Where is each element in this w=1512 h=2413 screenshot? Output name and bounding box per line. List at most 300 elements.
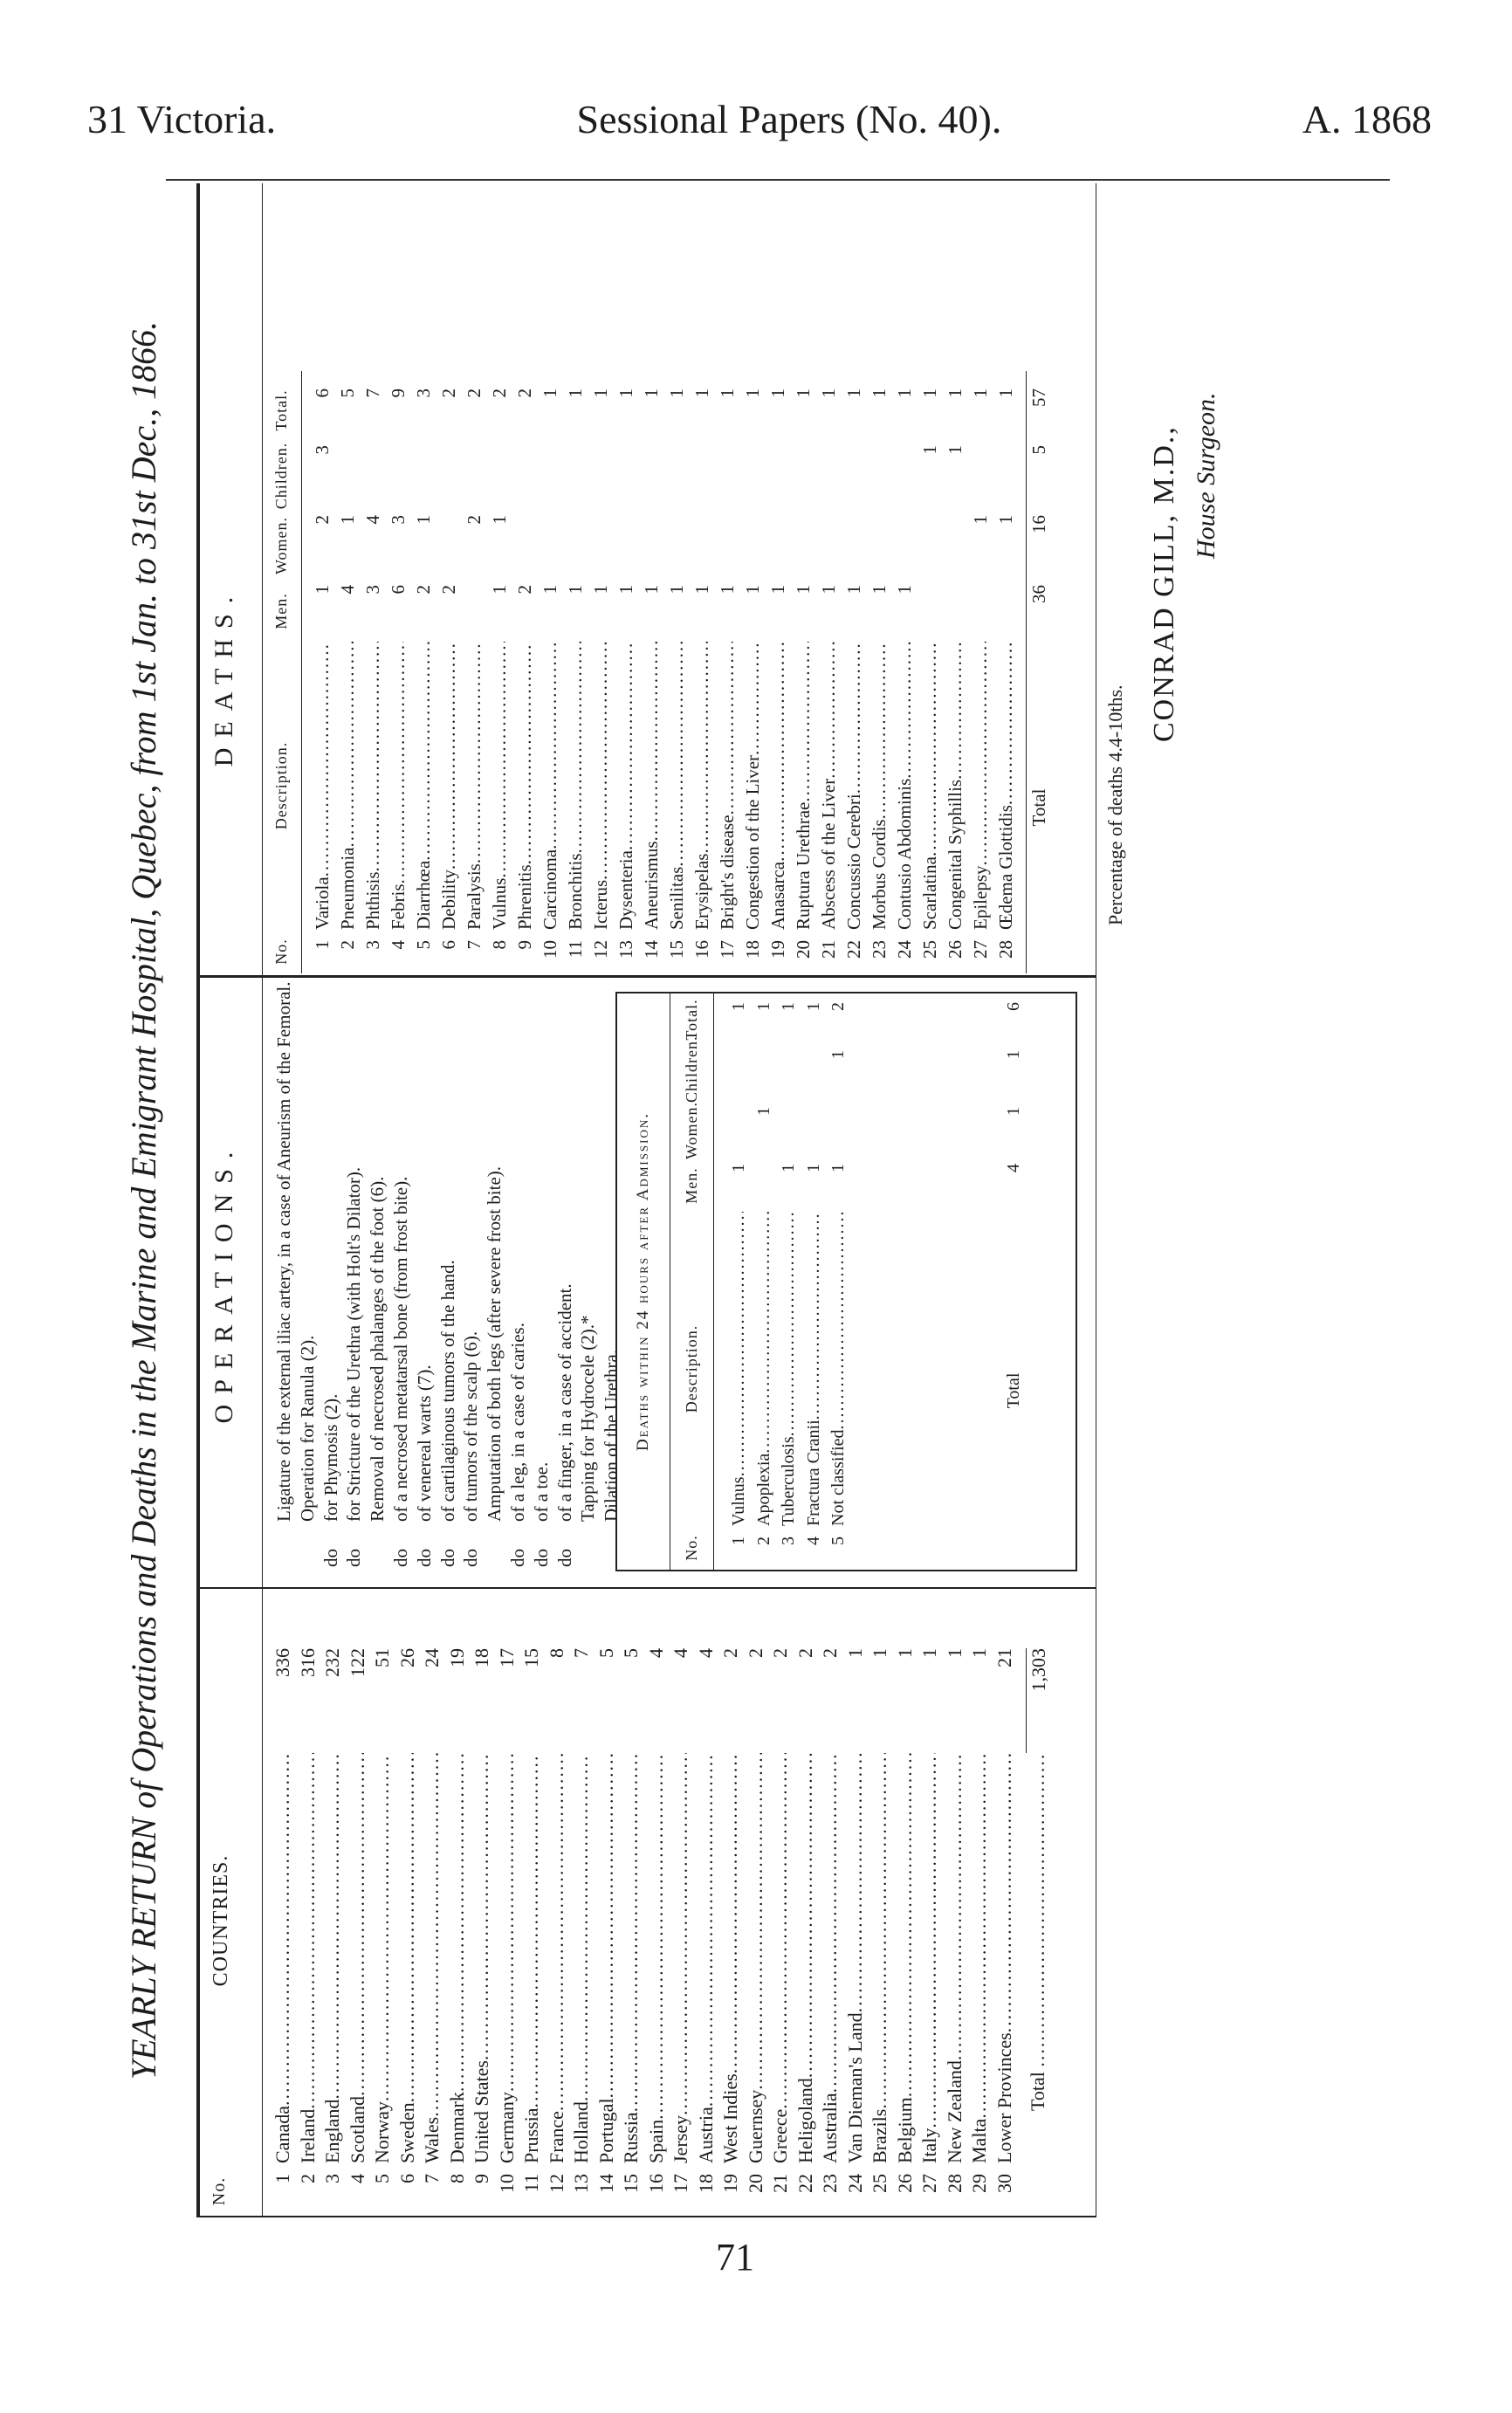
leader-dots <box>742 642 763 755</box>
death-women: 2 <box>312 515 333 525</box>
death-desc-cell <box>842 642 867 930</box>
country-no: 24 <box>843 2174 866 2193</box>
country-name: Lower Provinces <box>993 2032 1015 2163</box>
country-count: 232 <box>321 1648 343 1677</box>
country-no: 29 <box>968 2174 990 2193</box>
country-count: 316 <box>296 1648 319 1677</box>
death-women <box>816 515 842 585</box>
death-desc-cell <box>436 642 462 930</box>
death-women: 1 <box>489 515 510 525</box>
leader-dots <box>371 1753 393 2101</box>
death-total: 1 <box>869 388 890 398</box>
deaths24-desc-cell <box>826 1212 851 1526</box>
death-no: 5 <box>413 940 434 950</box>
deaths-col-desc: Description. <box>272 741 290 830</box>
countries-divider <box>196 1587 1096 1589</box>
death-women <box>436 515 462 585</box>
death-desc: Bronchitis <box>565 853 586 930</box>
country-no: 2 <box>296 2174 319 2183</box>
death-no: 8 <box>489 940 510 950</box>
operation-item <box>459 982 483 1567</box>
country-name-cell <box>744 1753 769 2163</box>
country-name: Holland <box>570 2101 592 2163</box>
deaths24-no: 2 <box>753 1536 773 1545</box>
deaths-col-men: Men. <box>272 593 290 629</box>
death-no: 11 <box>565 940 586 959</box>
death-women <box>538 515 563 585</box>
deaths24-box <box>615 992 1077 1571</box>
deaths-percentage: Percentage of deaths 4.4-10ths. <box>1104 684 1126 925</box>
death-desc: Debility <box>438 870 459 930</box>
country-name-cell <box>718 1753 744 2163</box>
death-no: 15 <box>666 940 687 959</box>
country-name-cell <box>669 1753 694 2163</box>
leader-dots <box>489 642 510 878</box>
deaths-header-rule <box>262 371 263 973</box>
death-children <box>664 445 690 515</box>
death-desc: Anasarca <box>767 861 788 930</box>
country-name: Brazils <box>869 2108 890 2163</box>
operation-item <box>436 982 460 1567</box>
death-row <box>715 371 740 973</box>
death-women <box>766 515 791 585</box>
death-no: 6 <box>438 940 459 950</box>
country-name: Jersey <box>670 2115 691 2163</box>
operation-text: Ligature of the external iliac artery, in a case of Aneurism of the Femoral. <box>273 981 294 1522</box>
death-women <box>588 515 614 585</box>
leader-dots <box>396 1753 418 2102</box>
country-no: 15 <box>620 2174 642 2193</box>
countries-total-row <box>1026 1593 1051 2217</box>
death-desc: Scarlatina <box>919 856 940 930</box>
country-name-cell <box>943 1753 968 2163</box>
death-row <box>842 371 867 973</box>
death-row <box>892 371 918 973</box>
operation-item <box>506 982 530 1567</box>
death-women <box>842 515 867 585</box>
death-women <box>715 515 740 585</box>
operation-item <box>530 982 553 1567</box>
country-name-cell <box>545 1753 570 2163</box>
death-total: 2 <box>514 388 535 398</box>
leader-dots <box>754 1212 773 1454</box>
country-row <box>644 1593 670 2217</box>
operation-text: for Stricture of the Urethra (with Holt's Dilator). <box>343 1166 365 1522</box>
death-desc-cell <box>462 642 487 930</box>
death-desc-cell <box>918 642 943 930</box>
death-row <box>968 371 993 973</box>
death-men: 1 <box>691 585 712 595</box>
leader-dots <box>944 1753 966 2060</box>
death-children <box>512 445 538 515</box>
death-total: 1 <box>666 388 687 398</box>
deaths24-total-children: 1 <box>1004 1050 1023 1059</box>
death-men: 4 <box>337 585 358 595</box>
country-row <box>519 1593 545 2217</box>
leader-dots <box>514 642 535 864</box>
leader-dots <box>729 1212 748 1476</box>
death-total: 1 <box>793 388 814 398</box>
death-men: 1 <box>767 585 788 595</box>
death-children <box>892 445 918 515</box>
death-total: 1 <box>945 388 966 398</box>
leader-dots <box>970 642 991 866</box>
death-children <box>538 445 563 515</box>
leader-dots <box>438 642 459 870</box>
operation-text: of tumors of the scalp (6). <box>460 1330 482 1522</box>
death-no: 13 <box>615 940 636 959</box>
operation-ditto: do <box>530 1549 552 1567</box>
country-row <box>495 1593 520 2217</box>
death-desc-cell <box>993 642 1019 930</box>
operation-text: Operation for Ranula (2). <box>296 1335 318 1522</box>
country-name-cell <box>893 1753 918 2163</box>
country-row <box>868 1593 893 2217</box>
leader-dots <box>388 642 409 884</box>
header-rule <box>166 179 1390 181</box>
death-no: 20 <box>793 940 814 959</box>
death-row <box>512 371 538 973</box>
page-number: 71 <box>716 2236 754 2279</box>
country-name-cell <box>296 1753 321 2163</box>
death-men: 2 <box>438 585 459 595</box>
death-children <box>766 445 791 515</box>
leader-dots <box>464 642 485 863</box>
leader-dots <box>421 1753 443 2117</box>
operation-text: for Phymosis (2). <box>320 1393 341 1522</box>
leader-dots <box>894 642 915 779</box>
country-count: 18 <box>471 1648 492 1667</box>
operation-item <box>366 982 389 1567</box>
country-count: 5 <box>594 1648 617 1658</box>
country-name: Prussia <box>520 2107 542 2163</box>
country-count: 4 <box>670 1648 691 1658</box>
country-name-cell <box>644 1753 670 2163</box>
leader-dots <box>446 1753 468 2092</box>
country-name-cell <box>818 1753 843 2163</box>
death-row <box>943 371 968 973</box>
country-row <box>569 1593 594 2217</box>
death-row <box>462 371 487 973</box>
deaths24-children <box>776 1050 801 1107</box>
death-desc: Erysipelas <box>691 853 712 930</box>
leader-dots <box>767 642 788 862</box>
death-children <box>690 445 715 515</box>
death-total: 1 <box>894 388 915 398</box>
death-no: 27 <box>970 940 991 959</box>
death-men: 1 <box>793 585 814 595</box>
death-no: 2 <box>337 940 358 950</box>
deaths24-children <box>752 1050 777 1107</box>
deaths24-children: 1 <box>828 1050 848 1059</box>
leader-dots <box>570 1753 592 2101</box>
deaths-total-row <box>1026 371 1052 973</box>
leader-dots <box>691 642 712 854</box>
country-no: 19 <box>719 2174 741 2193</box>
country-name: Canada <box>271 2106 293 2163</box>
deaths24-women <box>826 1107 851 1164</box>
country-row <box>993 1593 1018 2217</box>
death-women <box>690 515 715 585</box>
country-name: Australia <box>819 2093 841 2163</box>
operation-item <box>576 982 600 1567</box>
country-name-cell <box>993 1753 1018 2163</box>
death-children <box>842 445 867 515</box>
death-women <box>918 515 943 585</box>
death-row <box>335 371 361 973</box>
death-women <box>563 515 588 585</box>
death-total: 2 <box>489 388 510 398</box>
country-name-cell <box>868 1753 893 2163</box>
country-no: 22 <box>794 2174 816 2193</box>
leader-dots <box>804 1212 823 1420</box>
country-count: 4 <box>644 1648 667 1658</box>
country-count: 1 <box>943 1648 966 1658</box>
deaths24-desc-cell <box>801 1212 827 1526</box>
death-men: 1 <box>894 585 915 595</box>
deaths24-total: 1 <box>753 1002 773 1011</box>
operations-divider <box>196 975 1096 978</box>
operation-text: of a leg, in a case of caries. <box>506 1323 528 1522</box>
death-men: 1 <box>717 585 738 595</box>
death-desc-cell <box>791 642 816 930</box>
death-desc-cell <box>892 642 918 930</box>
header-left: 31 Victoria. <box>87 96 277 141</box>
death-men: 1 <box>666 585 687 595</box>
deaths24-total-women: 1 <box>1004 1107 1023 1116</box>
death-desc: Phthisis <box>362 871 383 930</box>
death-children <box>462 445 487 515</box>
death-row <box>436 371 462 973</box>
death-children <box>968 445 993 515</box>
country-row <box>395 1593 421 2217</box>
deaths24-children <box>801 1050 827 1107</box>
country-count: 2 <box>744 1648 766 1658</box>
operation-item <box>483 982 506 1567</box>
death-men: 1 <box>590 585 611 595</box>
death-no: 25 <box>919 940 940 959</box>
country-count: 7 <box>570 1648 592 1658</box>
country-name-cell <box>445 1753 471 2163</box>
leader-dots <box>819 1753 841 2093</box>
leader-dots <box>337 642 358 848</box>
deaths24-women <box>776 1107 801 1164</box>
country-count: 19 <box>445 1648 468 1667</box>
death-desc-cell <box>639 642 664 930</box>
signature-name: CONRAD GILL, M.D., <box>1148 425 1180 742</box>
operation-ditto: do <box>413 1549 435 1567</box>
country-name: Belgium <box>893 2097 916 2163</box>
death-desc: Febris <box>388 883 409 930</box>
death-no: 18 <box>742 940 763 959</box>
country-row <box>545 1593 570 2217</box>
country-row <box>296 1593 321 2217</box>
death-no: 26 <box>945 940 966 959</box>
country-name: Van Dieman's Land <box>843 2012 866 2163</box>
death-men: 2 <box>413 585 434 595</box>
death-no: 28 <box>995 940 1016 959</box>
leader-dots <box>719 1753 741 2073</box>
country-no: 26 <box>893 2174 916 2193</box>
country-name-cell <box>843 1753 869 2163</box>
deaths24-men: 1 <box>779 1164 798 1172</box>
deaths24-total-total: 6 <box>1004 1002 1023 1011</box>
death-children <box>588 445 614 515</box>
deaths24-total-label: Total <box>1004 1372 1023 1409</box>
country-no: 13 <box>570 2174 592 2193</box>
death-row <box>918 371 943 973</box>
leader-dots <box>413 642 434 861</box>
country-name: United States <box>471 2060 492 2163</box>
country-row <box>967 1593 993 2217</box>
death-desc: Icterus <box>590 879 611 930</box>
country-name-cell <box>470 1753 495 2163</box>
death-no: 12 <box>590 940 611 959</box>
deaths24-row <box>776 993 801 1570</box>
death-desc: Pneumonia <box>337 847 358 930</box>
death-children: 1 <box>919 445 940 455</box>
country-row <box>794 1593 819 2217</box>
country-count: 8 <box>545 1648 567 1658</box>
country-row <box>470 1593 495 2217</box>
death-desc: Ruptura Urethrae <box>793 801 814 930</box>
leader-dots <box>321 1753 343 2100</box>
leader-dots <box>297 1753 319 2109</box>
leader-dots <box>615 642 636 850</box>
operations-header: OPERATIONS. <box>210 1141 238 1424</box>
death-total: 1 <box>843 388 864 398</box>
country-name: Spain <box>644 2119 667 2163</box>
death-desc: Diarrhœa <box>413 860 434 930</box>
country-no: 23 <box>819 2174 841 2193</box>
country-row <box>918 1593 943 2217</box>
death-row <box>563 371 588 973</box>
death-no: 16 <box>691 940 712 959</box>
deaths24-men <box>752 1164 777 1212</box>
death-total: 1 <box>565 388 586 398</box>
death-total: 9 <box>388 388 409 398</box>
death-desc: Œdema Glottidis <box>995 805 1016 930</box>
country-no: 5 <box>371 2174 393 2183</box>
deaths24-title: Deaths within 24 hours after Admission. <box>634 1111 652 1452</box>
country-count: 24 <box>421 1648 443 1667</box>
leader-dots <box>717 642 738 815</box>
leader-dots <box>590 642 611 880</box>
death-total: 2 <box>464 388 485 398</box>
death-row <box>386 371 411 973</box>
country-no: 28 <box>943 2174 966 2193</box>
death-children: 1 <box>945 445 966 455</box>
death-desc: Aneurismus <box>641 841 662 930</box>
country-no: 9 <box>471 2174 492 2183</box>
leader-dots <box>271 1753 293 2106</box>
death-total: 1 <box>818 388 839 398</box>
death-row <box>411 371 436 973</box>
death-desc-cell <box>386 642 411 930</box>
death-women <box>639 515 664 585</box>
deaths24-desc: Fractura Cranii <box>803 1420 823 1526</box>
country-row <box>718 1593 744 2217</box>
deaths24-no: 5 <box>828 1536 848 1545</box>
death-total: 1 <box>615 388 636 398</box>
death-children: 3 <box>312 445 333 455</box>
operation-text: Removal of necrosed phalanges of the foot (6). <box>367 1176 388 1522</box>
death-men <box>993 585 1019 642</box>
leader-dots <box>595 1753 617 2098</box>
leader-dots <box>666 642 687 867</box>
deaths24-desc-cell <box>776 1212 801 1526</box>
deaths24-women <box>726 1107 752 1164</box>
leader-dots <box>520 1753 542 2107</box>
death-total: 1 <box>767 388 788 398</box>
death-desc-cell <box>563 642 588 930</box>
operation-item <box>342 982 366 1567</box>
death-row <box>588 371 614 973</box>
deaths-table <box>310 371 1052 973</box>
death-desc-cell <box>335 642 361 930</box>
deaths-col-no: No. <box>272 938 290 965</box>
death-desc-cell <box>411 642 436 930</box>
death-no: 23 <box>869 940 890 959</box>
leader-dots <box>670 1753 691 2115</box>
death-men <box>968 585 993 642</box>
operation-item <box>389 982 413 1567</box>
death-women <box>867 515 892 585</box>
country-no: 17 <box>670 2174 691 2193</box>
leader-dots <box>769 1753 791 2109</box>
country-no: 8 <box>445 2174 468 2183</box>
deaths24-total: 1 <box>803 1002 823 1011</box>
leader-dots <box>312 642 333 877</box>
country-name-cell <box>594 1753 620 2163</box>
death-row <box>639 371 664 973</box>
operation-item <box>320 982 343 1567</box>
death-children <box>436 445 462 515</box>
country-row <box>744 1593 769 2217</box>
death-desc: Senilitas <box>666 866 687 930</box>
death-desc: Variola <box>312 877 333 930</box>
death-women <box>664 515 690 585</box>
death-row <box>867 371 892 973</box>
death-men: 1 <box>615 585 636 595</box>
operation-ditto: do <box>460 1549 482 1567</box>
death-men: 1 <box>312 585 333 595</box>
leader-dots <box>745 1753 766 2090</box>
deaths24-children <box>726 1050 752 1107</box>
country-row <box>943 1593 968 2217</box>
death-desc: Bright's disease <box>717 815 738 930</box>
country-row <box>669 1593 694 2217</box>
death-no: 7 <box>464 940 485 950</box>
death-children <box>386 445 411 515</box>
country-name-cell <box>346 1753 371 2163</box>
leader-dots <box>471 1753 492 2060</box>
death-desc-cell <box>538 642 563 930</box>
death-total: 5 <box>337 388 358 398</box>
country-name: Portugal <box>594 2098 617 2163</box>
country-name-cell <box>569 1753 594 2163</box>
death-desc-cell <box>740 642 766 930</box>
country-name: England <box>321 2099 343 2163</box>
deaths-total-women: 16 <box>1028 515 1049 533</box>
deaths-col-children: Children. <box>272 442 290 510</box>
death-desc: Dysenteria <box>615 850 636 930</box>
death-no: 24 <box>894 940 915 959</box>
country-count: 17 <box>495 1648 518 1667</box>
country-row <box>694 1593 719 2217</box>
deaths-total-label: Total <box>1028 788 1049 827</box>
leader-dots <box>818 642 839 779</box>
